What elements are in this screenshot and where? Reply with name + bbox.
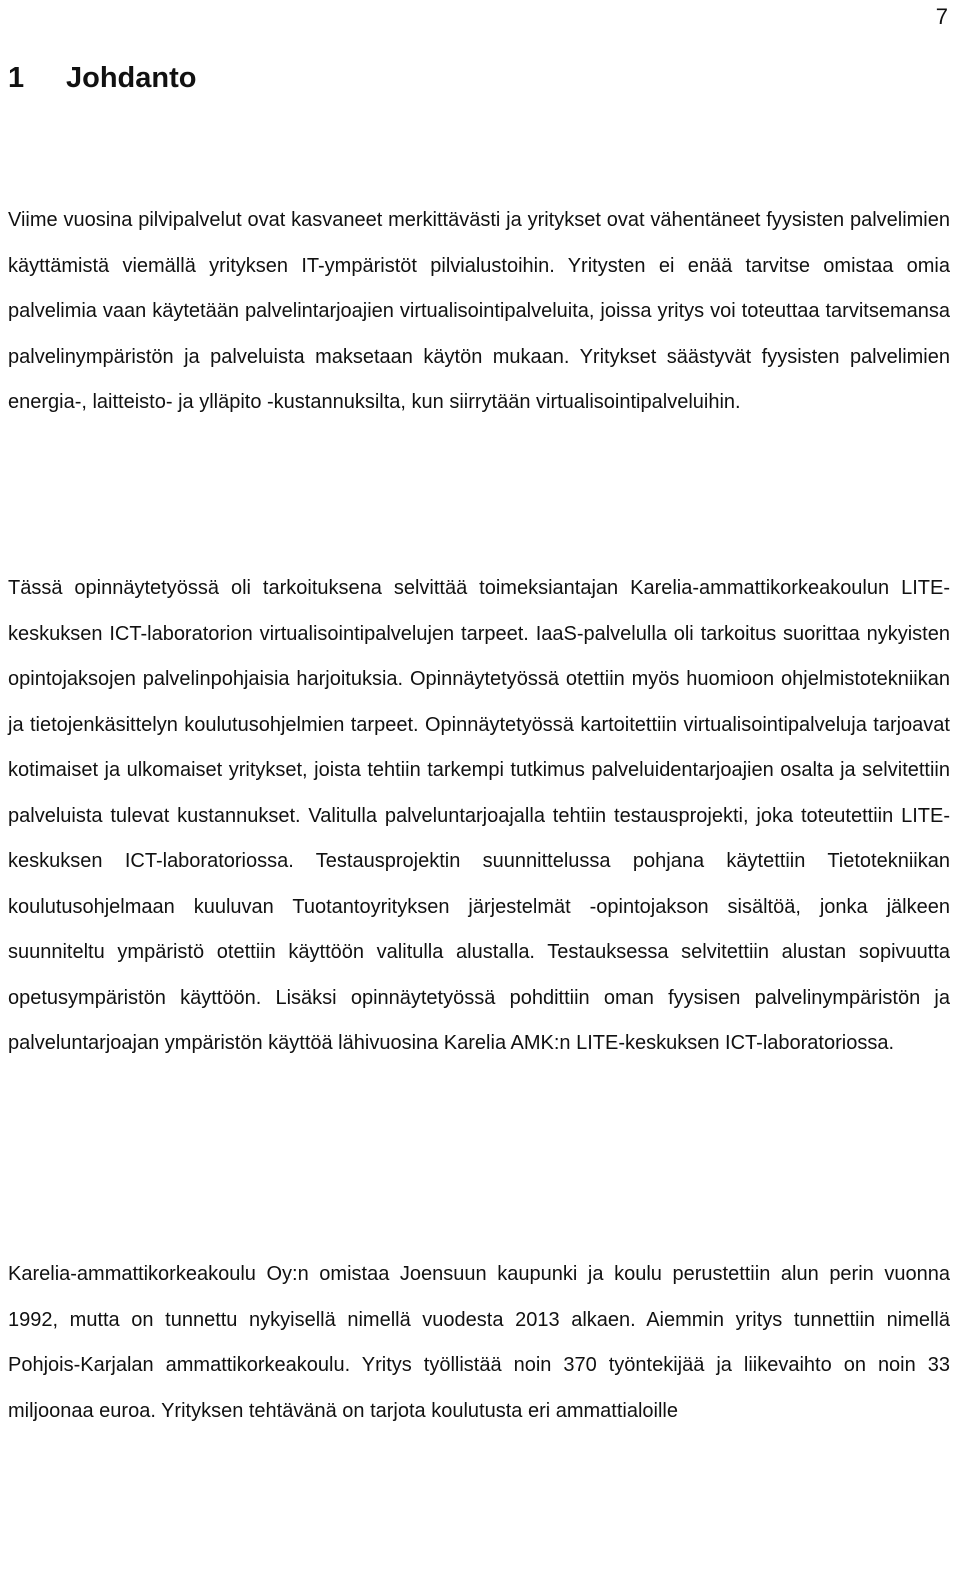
body-paragraph-3 xyxy=(8,1252,950,1434)
paragraph-text: Tässä opinnäytetyössä oli tarkoituksena selvittää toimeksiantajan Karelia-ammattikorkeakoulun LITE-keskuksen ICT-laboratorion virtualisointipalvelujen tarpeet. IaaS-palvelulla oli tarkoitus suorittaa nykyisten opintojaksojen palvelinpohjaisia harjoituksia. Opinnäytetyössä otettiin myös huomioon ohjelmistotekniikan ja tietojenkäsittelyn koulutusohjelmien tarpeet. Opinnäytetyössä kartoitettiin virtualisointipalveluja tarjoavat kotimaiset ja ulkomaiset yritykset, joista tehtiin tarkempi tutkimus palveluidentarjoajien osalta ja selvitettiin palveluista tulevat kustannukset. Valitulla palveluntarjoajalla tehtiin testausprojekti, joka toteutettiin LITE-keskuksen ICT-laboratoriossa. Testausprojektin suunnittelussa pohjana käytettiin Tietotekniikan koulutusohjelmaan kuuluvan Tuotantoyrityksen järjestelmät -opintojakson sisältöä, jonka jälkeen suunniteltu ympäristö otettiin käyttöön valitulla alustalla. Testauksessa selvitettiin alustan sopivuutta opetusympäristön käyttöön. Lisäksi opinnäytetyössä pohdittiin oman fyysisen palvelinympäristön ja palveluntarjoajan ympäristön käyttöä lähivuosina Karelia AMK:n LITE-keskuksen ICT-laboratoriossa. xyxy=(8,577,950,1054)
chapter-title: Johdanto xyxy=(66,62,197,94)
page-number: 7 xyxy=(935,4,948,29)
paragraph-text: Viime vuosina pilvipalvelut ovat kasvaneet merkittävästi ja yritykset ovat vähentäneet fyysisten palvelimien käyttämistä viemällä yrityksen IT-ympäristöt pilvialustoihin. Yritysten ei enää tarvitse omistaa omia palvelimia vaan käytetään palvelintarjoajien virtualisointipalveluita, joissa yritys voi toteuttaa tarvitsemansa palvelinympäristön ja palveluista maksetaan käytön mukaan. Yritykset säästyvät fyysisten palvelimien energia-, laitteisto- ja ylläpito -kustannuksilta, kun siirrytään virtualisointipalveluihin. xyxy=(8,209,950,413)
paragraph-text: Karelia-ammattikorkeakoulu Oy:n omistaa Joensuun kaupunki ja koulu perustettiin alun perin vuonna 1992, mutta on tunnettu nykyisellä nimellä vuodesta 2013 alkaen. Aiemmin yritys tunnettiin nimellä Pohjois-Karjalan ammattikorkeakoulu. Yritys työllistää noin 370 työntekijää ja liikevaihto on noin 33 miljoonaa euroa. Yrityksen tehtävänä on tarjota koulutusta eri ammattialoille xyxy=(8,1263,950,1422)
chapter-number: 1 xyxy=(8,62,25,94)
